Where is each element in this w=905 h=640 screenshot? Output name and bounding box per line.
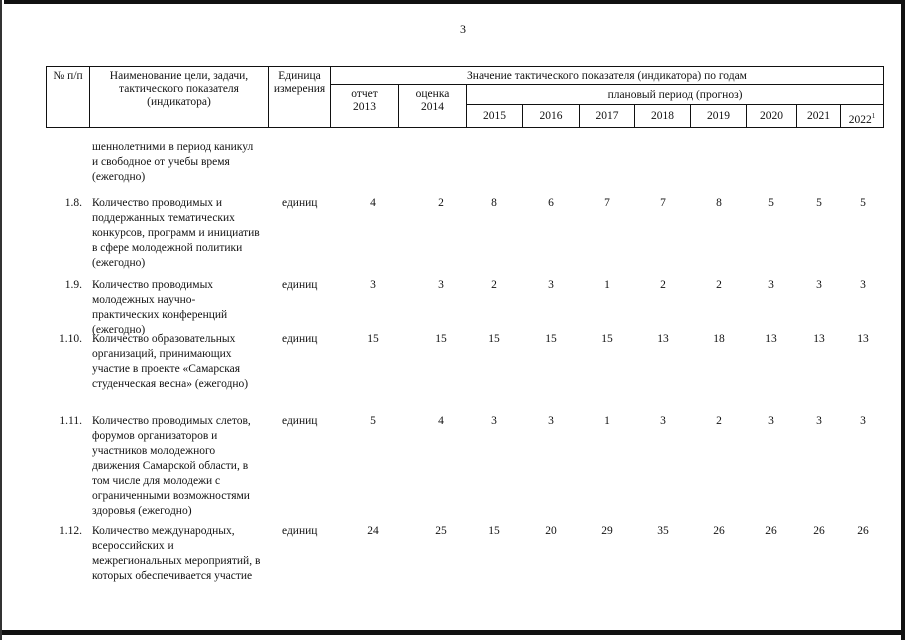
- row-value: 26: [813, 525, 825, 537]
- row-number: 1.10.: [59, 333, 82, 345]
- header-year-2017: 2017: [579, 104, 635, 128]
- row-unit: единиц: [282, 415, 318, 427]
- row-value: 4: [438, 415, 444, 427]
- row-value: 13: [657, 333, 669, 345]
- row-value: 3: [768, 279, 774, 291]
- scan-border-top: [4, 0, 902, 4]
- row-value: 3: [816, 279, 822, 291]
- header-values: Значение тактического показателя (индикатора) по годам: [330, 66, 884, 85]
- row-value: 15: [601, 333, 613, 345]
- header-unit: Единица измерения: [268, 66, 331, 128]
- header-report: [330, 84, 399, 128]
- row-value: 7: [660, 197, 666, 209]
- header-year-2022: [840, 104, 884, 128]
- header-year-2015: 2015: [466, 104, 523, 128]
- row-value: 3: [816, 415, 822, 427]
- row-value: 3: [370, 279, 376, 291]
- row-value: 15: [367, 333, 379, 345]
- year-2022-label: 2022: [848, 113, 872, 126]
- header-year-2019: 2019: [690, 104, 747, 128]
- row-value: 4: [370, 197, 376, 209]
- row-value: 7: [604, 197, 610, 209]
- row-unit: единиц: [282, 279, 318, 291]
- row-value: 2: [716, 415, 722, 427]
- estimate-year: 2014: [421, 101, 444, 113]
- estimate-label: оценка: [415, 88, 450, 100]
- footnote-mark: 1: [871, 112, 876, 120]
- row-value: 26: [765, 525, 777, 537]
- row-value: 5: [370, 415, 376, 427]
- row-name: Количество проводимых и поддержанных тематических конкурсов, программ и инициатив в сфере молодежной политики (ежегодно): [92, 197, 260, 269]
- scan-border-right: [901, 0, 905, 640]
- header-year-2020: 2020: [746, 104, 797, 128]
- row-value: 5: [860, 197, 866, 209]
- row-value: 3: [548, 415, 554, 427]
- row-value: 15: [488, 525, 500, 537]
- row-value: 8: [716, 197, 722, 209]
- row-value: 13: [857, 333, 869, 345]
- header-plan-period: плановый период (прогноз): [466, 84, 884, 105]
- page-number: 3: [460, 22, 466, 36]
- row-value: 3: [860, 415, 866, 427]
- row-value: 3: [438, 279, 444, 291]
- header-name: Наименование цели, задачи, тактического показателя (индикатора): [89, 66, 269, 128]
- continuation-text: шеннолетними в период каникул и свободное от учебы время (ежегодно): [92, 141, 254, 183]
- row-value: 8: [491, 197, 497, 209]
- row-value: 35: [657, 525, 669, 537]
- row-number: 1.11.: [59, 415, 82, 427]
- row-value: 1: [604, 279, 610, 291]
- row-value: 15: [545, 333, 557, 345]
- report-year: 2013: [353, 101, 376, 113]
- row-value: 5: [768, 197, 774, 209]
- row-value: 3: [860, 279, 866, 291]
- header-estimate: [398, 84, 467, 128]
- row-value: 15: [488, 333, 500, 345]
- row-number: 1.12.: [59, 525, 82, 537]
- row-name: Количество проводимых слетов, форумов организаторов и участников молодежного движения Самарской области, в том числе для молодежи с ограниченными возможностями здоровья (ежегодно): [92, 415, 251, 517]
- row-value: 6: [548, 197, 554, 209]
- report-label: отчет: [351, 88, 378, 100]
- row-value: 25: [435, 525, 447, 537]
- row-value: 2: [660, 279, 666, 291]
- row-name: Количество международных, всероссийских и межрегиональных мероприятий, в которых обеспечивается участие: [92, 525, 261, 582]
- row-unit: единиц: [282, 525, 318, 537]
- scan-border-left: [0, 0, 2, 640]
- scan-border-bottom: [0, 630, 903, 635]
- row-unit: единиц: [282, 197, 318, 209]
- header-year-2016: 2016: [522, 104, 580, 128]
- row-unit: единиц: [282, 333, 318, 345]
- row-value: 15: [435, 333, 447, 345]
- row-value: 3: [768, 415, 774, 427]
- row-value: 1: [604, 415, 610, 427]
- header-num: № п/п: [46, 66, 90, 128]
- row-name: Количество проводимых молодежных научно-практических конференций (ежегодно): [92, 279, 228, 336]
- row-value: 26: [713, 525, 725, 537]
- header-year-2021: 2021: [796, 104, 841, 128]
- header-year-2018: 2018: [634, 104, 691, 128]
- row-value: 29: [601, 525, 613, 537]
- row-number: 1.9.: [64, 279, 82, 291]
- row-value: 2: [438, 197, 444, 209]
- row-value: 24: [367, 525, 379, 537]
- row-value: 3: [660, 415, 666, 427]
- row-value: 26: [857, 525, 869, 537]
- row-value: 2: [491, 279, 497, 291]
- row-value: 3: [491, 415, 497, 427]
- row-value: 18: [713, 333, 725, 345]
- row-name: Количество образовательных организаций, принимающих участие в проекте «Самарская студенческая весна» (ежегодно): [92, 333, 249, 390]
- row-value: 3: [548, 279, 554, 291]
- row-value: 20: [545, 525, 557, 537]
- row-number: 1.8.: [64, 197, 82, 209]
- row-value: 13: [765, 333, 777, 345]
- row-value: 2: [716, 279, 722, 291]
- row-value: 13: [813, 333, 825, 345]
- row-value: 5: [816, 197, 822, 209]
